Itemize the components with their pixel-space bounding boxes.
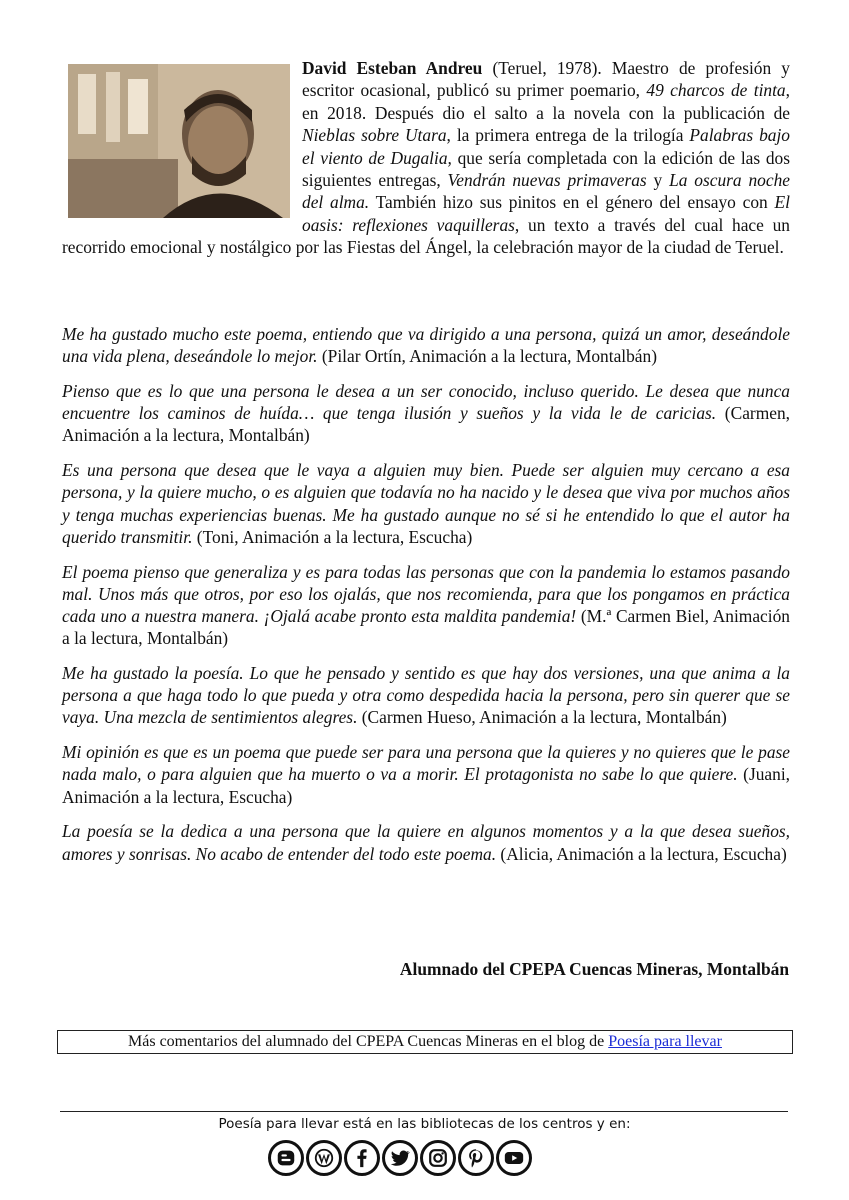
blogger-icon[interactable] <box>268 1140 304 1176</box>
signature: Alumnado del CPEPA Cuencas Mineras, Montalbán <box>399 959 789 979</box>
book-title-5: La oscura noche del alma. <box>302 170 790 213</box>
comment <box>62 820 790 864</box>
comment-quote: Mi opinión es que es un poema que puede ser para una persona que la quieres y no quieres que le pase nada malo, o para alguien que ha muerto o va a morir. El protagonista no sabe lo que quiere. <box>62 742 790 785</box>
footer-divider <box>60 1111 788 1112</box>
bio-text-3: , la primera entrega de la trilogía <box>446 125 690 146</box>
youtube-icon[interactable] <box>496 1140 532 1176</box>
comment-quote: Me ha gustado mucho este poema, entiendo que va dirigido a una persona, quizá un amor, deseándole una vida plena, deseándole lo mejor. <box>62 324 790 367</box>
bio-text-5: y <box>646 170 670 191</box>
comment-quote: El poema pienso que generaliza y es para todas las personas que con la pandemia lo estamos pasando mal. Unos más que otros, por eso los ojalás, que nos recomienda, para que los pongamos en práctica cada uno a nuestra manera. ¡Ojalá acabe pronto esta maldita pandemia! <box>62 561 790 627</box>
book-title-1: 49 charcos de tinta <box>646 80 786 101</box>
comment-source: (Carmen Hueso, Animación a la lectura, Montalbán) <box>357 707 727 728</box>
comment-quote: La poesía se la dedica a una persona que la quiere en algunos momentos y a la que desea sueños, amores y sonrisas. No acabo de entender del todo este poema. <box>62 821 790 864</box>
bio-text-1: (Teruel, 1978). Maestro de profesión y escritor ocasional, publicó su primer poemario, <box>302 58 790 101</box>
twitter-icon[interactable] <box>382 1140 418 1176</box>
comment <box>62 741 790 808</box>
comment-source: (Carmen, Animación a la lectura, Montalbán) <box>62 403 790 446</box>
comment-source: (Pilar Ortín, Animación a la lectura, Montalbán) <box>317 346 658 367</box>
author-name: David Esteban Andreu <box>302 58 483 78</box>
comment <box>62 323 790 367</box>
comment <box>62 459 790 548</box>
comment-quote: Pienso que es lo que una persona le desea a un ser conocido, incluso querido. Le desea que nunca encuentre los caminos de huída… que tenga ilusión y sueños y la vida le de caricias. <box>62 381 790 424</box>
comment-source: (Toni, Animación a la lectura, Escucha) <box>192 526 473 547</box>
comment-source: (Juani, Animación a la lectura, Escucha) <box>62 764 790 807</box>
comment-source: (M.ª Carmen Biel, Animación a la lectura, Montalbán) <box>62 606 790 649</box>
more-comments-text: Más comentarios del alumnado del CPEPA Cuencas Mineras en el blog de <box>128 1033 609 1050</box>
bio-text-2: , en 2018. Después dio el salto a la novela con la publicación de <box>302 80 790 123</box>
comment <box>62 662 790 729</box>
comment <box>62 561 790 650</box>
blog-link[interactable]: Poesía para llevar <box>608 1033 722 1050</box>
bio-text-4: que sería completada con la edición de las dos siguientes entregas, <box>302 147 790 191</box>
comment <box>62 380 790 447</box>
book-title-4: Vendrán nuevas primaveras <box>447 170 647 191</box>
comment-source: (Alicia, Animación a la lectura, Escucha) <box>496 843 787 864</box>
author-bio <box>62 57 790 259</box>
bio-text-7: , un texto a través del cual hace un recorrido emocional y nostálgico por las Fiestas del Ángel, la celebración mayor de la ciudad de Teruel. <box>62 214 790 258</box>
bio-text-6: También hizo sus pinitos en el género del ensayo con <box>369 192 775 213</box>
author-photo <box>68 64 290 218</box>
facebook-icon[interactable] <box>344 1140 380 1176</box>
wordpress-icon[interactable] <box>306 1140 342 1176</box>
book-title-6: El oasis: reflexiones vaquilleras <box>302 192 790 235</box>
book-title-3: Palabras bajo el viento de Dugalia, <box>302 125 790 168</box>
comment-quote: Me ha gustado la poesía. Lo que he pensado y sentido es que hay dos versiones, una que anima a la persona a que haga todo lo que pueda y otra como despedida hacia la persona, pero sin querer que se vaya. Una mezcla de sentimientos alegres. <box>62 663 790 728</box>
more-comments-box <box>57 1030 793 1054</box>
social-icons <box>268 1140 540 1178</box>
student-comments <box>62 323 790 877</box>
comment-quote: Es una persona que desea que le vaya a alguien muy bien. Puede ser alguien muy cercano a esa persona, y la quiere mucho, o es alguien que todavía no ha nacido y le desea que viva por muchos años y tenga muchas experiencias buenas. Me ha gustado aunque no sé si he entendido lo que el autor ha querido transmitir. <box>62 460 790 547</box>
book-title-2: Nieblas sobre Utara <box>302 125 447 146</box>
footer-text: Poesía para llevar está en las bibliotecas de los centros y en: <box>218 1116 631 1132</box>
pinterest-icon[interactable] <box>458 1140 494 1176</box>
instagram-icon[interactable] <box>420 1140 456 1176</box>
